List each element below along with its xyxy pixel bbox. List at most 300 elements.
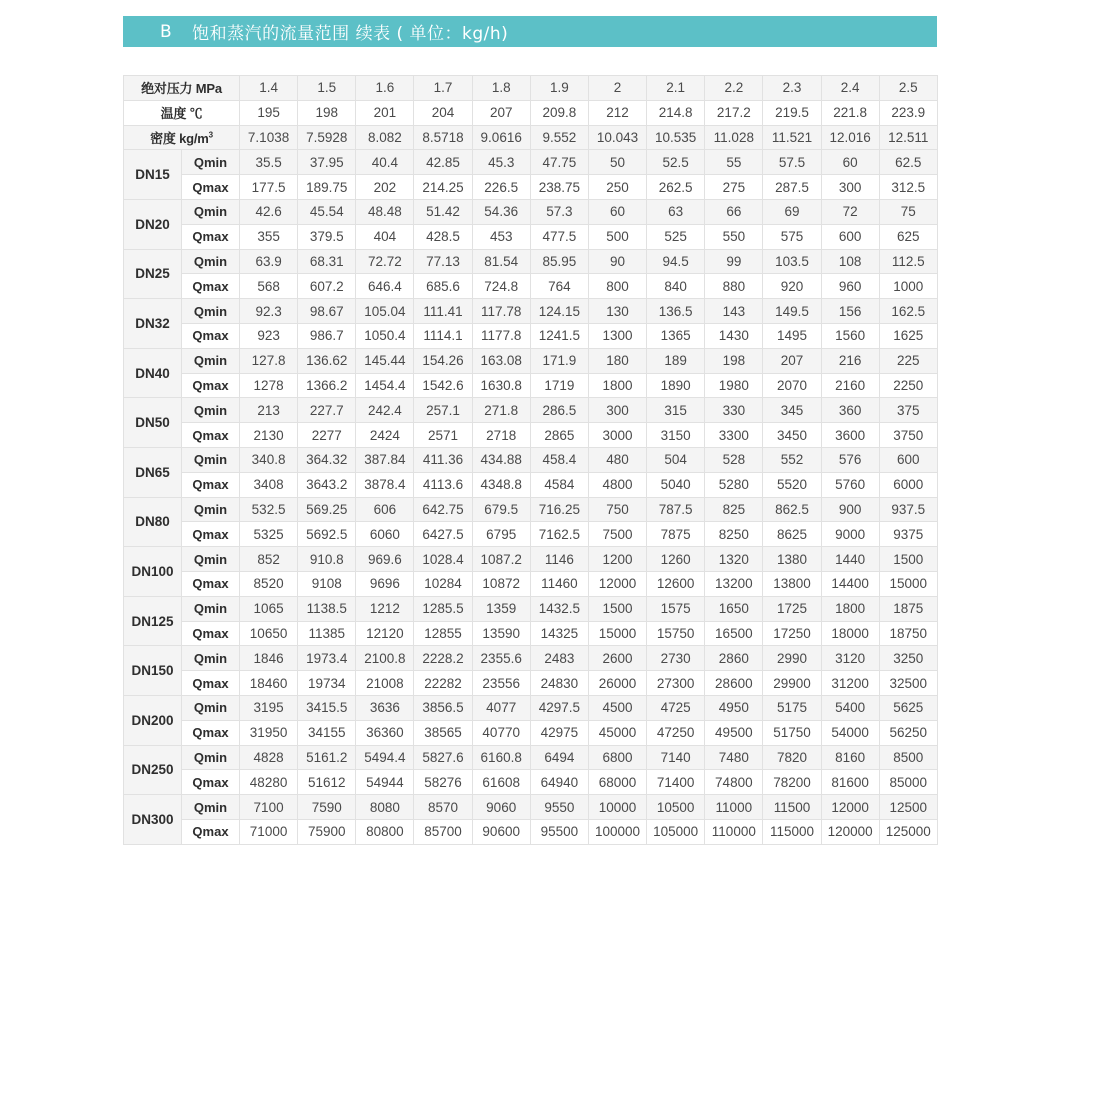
qmin-value: 411.36 [414,447,472,472]
qmax-value: 105000 [647,819,705,844]
pressure-value: 2.2 [705,76,763,101]
qmin-value: 163.08 [472,348,530,373]
qmin-value: 7480 [705,745,763,770]
qmax-label: Qmax [182,819,240,844]
qmax-value: 29900 [763,671,821,696]
qmin-value: 57.5 [763,150,821,175]
qmax-label: Qmax [182,323,240,348]
qmax-value: 5760 [821,472,879,497]
qmax-value: 800 [588,274,646,299]
qmax-value: 724.8 [472,274,530,299]
qmin-value: 3415.5 [298,695,356,720]
qmax-value: 9696 [356,571,414,596]
table-row [124,373,938,398]
temperature-value: 212 [588,100,646,125]
temperature-label: 温度 ℃ [124,100,240,125]
flow-range-table [123,75,938,845]
qmin-value: 7590 [298,795,356,820]
qmax-value: 960 [821,274,879,299]
qmax-value: 3750 [879,423,937,448]
qmin-value: 330 [705,398,763,423]
qmin-value: 862.5 [763,497,821,522]
qmin-value: 143 [705,299,763,324]
qmin-value: 111.41 [414,299,472,324]
qmin-value: 434.88 [472,447,530,472]
qmax-value: 7875 [647,522,705,547]
qmin-value: 198 [705,348,763,373]
qmin-value: 72.72 [356,249,414,274]
qmax-value: 6000 [879,472,937,497]
density-value: 12.511 [879,125,937,150]
qmax-value: 2424 [356,423,414,448]
qmax-label: Qmax [182,373,240,398]
pressure-row [124,76,938,101]
section-code: B [160,21,173,42]
qmax-value: 646.4 [356,274,414,299]
qmax-value: 5692.5 [298,522,356,547]
density-value: 8.082 [356,125,414,150]
qmax-value: 189.75 [298,175,356,200]
qmin-value: 8160 [821,745,879,770]
qmax-value: 1000 [879,274,937,299]
qmin-value: 69 [763,199,821,224]
qmin-value: 2100.8 [356,646,414,671]
qmax-value: 625 [879,224,937,249]
table-row [124,522,938,547]
table-row [124,224,938,249]
qmax-value: 986.7 [298,323,356,348]
qmax-value: 28600 [705,671,763,696]
qmax-value: 840 [647,274,705,299]
density-value: 11.521 [763,125,821,150]
qmin-value: 54.36 [472,199,530,224]
table-row [124,621,938,646]
qmin-value: 1138.5 [298,596,356,621]
table-row [124,671,938,696]
qmax-value: 14400 [821,571,879,596]
qmin-value: 171.9 [530,348,588,373]
qmin-value: 286.5 [530,398,588,423]
qmin-value: 3250 [879,646,937,671]
density-label-superscript: 3 [208,130,213,140]
qmin-value: 1087.2 [472,547,530,572]
qmax-value: 6060 [356,522,414,547]
qmax-value: 32500 [879,671,937,696]
qmin-value: 189 [647,348,705,373]
qmax-value: 81600 [821,770,879,795]
qmax-value: 880 [705,274,763,299]
qmin-value: 257.1 [414,398,472,423]
table-row [124,299,938,324]
qmax-value: 477.5 [530,224,588,249]
qmin-value: 42.85 [414,150,472,175]
qmin-value: 576 [821,447,879,472]
qmax-label: Qmax [182,522,240,547]
qmax-value: 58276 [414,770,472,795]
temperature-value: 201 [356,100,414,125]
qmax-value: 51750 [763,720,821,745]
pressure-value: 2.5 [879,76,937,101]
qmax-value: 27300 [647,671,705,696]
qmin-value: 375 [879,398,937,423]
qmax-value: 31200 [821,671,879,696]
qmin-value: 345 [763,398,821,423]
qmin-value: 57.3 [530,199,588,224]
qmin-value: 600 [879,447,937,472]
dn-size-label: DN200 [124,695,182,745]
qmax-value: 3000 [588,423,646,448]
qmax-value: 15000 [879,571,937,596]
pressure-value: 2.1 [647,76,705,101]
qmax-value: 312.5 [879,175,937,200]
qmin-value: 1500 [588,596,646,621]
temperature-value: 219.5 [763,100,821,125]
qmax-value: 1495 [763,323,821,348]
qmin-value: 11000 [705,795,763,820]
qmin-value: 1380 [763,547,821,572]
pressure-label: 绝对压力 MPa [124,76,240,101]
qmax-value: 47250 [647,720,705,745]
qmin-value: 1028.4 [414,547,472,572]
qmin-label: Qmin [182,745,240,770]
qmax-value: 10872 [472,571,530,596]
qmax-value: 3600 [821,423,879,448]
qmax-value: 202 [356,175,414,200]
qmin-value: 750 [588,497,646,522]
dn-size-label: DN80 [124,497,182,547]
qmin-value: 1846 [240,646,298,671]
qmax-value: 18000 [821,621,879,646]
density-value: 9.0616 [472,125,530,150]
qmax-value: 19734 [298,671,356,696]
qmin-value: 136.62 [298,348,356,373]
qmin-value: 68.31 [298,249,356,274]
qmax-value: 3878.4 [356,472,414,497]
qmin-value: 47.75 [530,150,588,175]
temperature-value: 204 [414,100,472,125]
qmin-value: 45.54 [298,199,356,224]
table-row [124,547,938,572]
qmax-value: 3408 [240,472,298,497]
qmin-value: 504 [647,447,705,472]
table-row [124,274,938,299]
qmax-value: 1630.8 [472,373,530,398]
qmin-value: 92.3 [240,299,298,324]
temperature-value: 221.8 [821,100,879,125]
qmin-value: 1285.5 [414,596,472,621]
table-row [124,695,938,720]
pressure-value: 1.8 [472,76,530,101]
dn-size-label: DN65 [124,447,182,497]
qmin-value: 85.95 [530,249,588,274]
qmax-value: 22282 [414,671,472,696]
qmax-value: 13200 [705,571,763,596]
qmin-label: Qmin [182,299,240,324]
qmax-value: 7162.5 [530,522,588,547]
qmin-value: 130 [588,299,646,324]
qmin-value: 458.4 [530,447,588,472]
qmax-value: 9375 [879,522,937,547]
table-row [124,150,938,175]
qmax-value: 80800 [356,819,414,844]
qmax-value: 568 [240,274,298,299]
qmin-value: 1260 [647,547,705,572]
qmax-value: 54944 [356,770,414,795]
qmin-value: 112.5 [879,249,937,274]
qmax-value: 575 [763,224,821,249]
flow-range-table-container [123,75,937,845]
qmax-value: 2865 [530,423,588,448]
qmin-value: 1575 [647,596,705,621]
qmax-value: 56250 [879,720,937,745]
table-row [124,745,938,770]
table-row [124,795,938,820]
qmin-value: 825 [705,497,763,522]
qmin-label: Qmin [182,795,240,820]
qmin-value: 4725 [647,695,705,720]
qmin-value: 9550 [530,795,588,820]
temperature-value: 214.8 [647,100,705,125]
qmax-value: 21008 [356,671,414,696]
qmin-value: 716.25 [530,497,588,522]
qmax-value: 110000 [705,819,763,844]
qmin-value: 1500 [879,547,937,572]
qmax-label: Qmax [182,175,240,200]
qmin-value: 387.84 [356,447,414,472]
qmin-value: 11500 [763,795,821,820]
qmax-value: 685.6 [414,274,472,299]
qmax-value: 71400 [647,770,705,795]
qmin-value: 340.8 [240,447,298,472]
qmin-value: 108 [821,249,879,274]
qmin-value: 62.5 [879,150,937,175]
qmin-value: 48.48 [356,199,414,224]
qmin-value: 5827.6 [414,745,472,770]
pressure-value: 1.9 [530,76,588,101]
qmax-value: 100000 [588,819,646,844]
qmax-value: 26000 [588,671,646,696]
table-row [124,398,938,423]
qmin-value: 1212 [356,596,414,621]
qmin-value: 1320 [705,547,763,572]
pressure-value: 1.5 [298,76,356,101]
qmin-value: 364.32 [298,447,356,472]
qmin-value: 2600 [588,646,646,671]
qmax-value: 11460 [530,571,588,596]
qmax-value: 2718 [472,423,530,448]
temperature-value: 198 [298,100,356,125]
qmax-value: 4348.8 [472,472,530,497]
qmax-value: 6795 [472,522,530,547]
qmax-value: 42975 [530,720,588,745]
dn-size-label: DN40 [124,348,182,398]
density-value: 10.535 [647,125,705,150]
density-value: 8.5718 [414,125,472,150]
qmax-label: Qmax [182,770,240,795]
qmin-value: 8500 [879,745,937,770]
table-row [124,770,938,795]
qmin-value: 5400 [821,695,879,720]
qmin-value: 900 [821,497,879,522]
density-label [124,125,240,150]
qmin-value: 225 [879,348,937,373]
table-row [124,249,938,274]
flow-range-table-body [124,76,938,845]
qmax-value: 550 [705,224,763,249]
qmax-value: 428.5 [414,224,472,249]
qmin-value: 127.8 [240,348,298,373]
qmax-value: 238.75 [530,175,588,200]
dn-size-label: DN250 [124,745,182,795]
qmax-value: 18460 [240,671,298,696]
qmin-value: 1875 [879,596,937,621]
qmin-value: 227.7 [298,398,356,423]
qmin-value: 606 [356,497,414,522]
qmax-value: 8250 [705,522,763,547]
qmax-value: 920 [763,274,821,299]
qmax-label: Qmax [182,423,240,448]
qmin-value: 532.5 [240,497,298,522]
density-value: 7.5928 [298,125,356,150]
qmax-value: 95500 [530,819,588,844]
section-header-bar [123,16,937,47]
qmin-value: 910.8 [298,547,356,572]
temperature-value: 195 [240,100,298,125]
qmax-value: 48280 [240,770,298,795]
density-value: 9.552 [530,125,588,150]
qmax-value: 49500 [705,720,763,745]
qmax-value: 9108 [298,571,356,596]
qmax-value: 78200 [763,770,821,795]
dn-size-label: DN125 [124,596,182,646]
qmin-value: 1800 [821,596,879,621]
qmax-value: 40770 [472,720,530,745]
qmin-value: 1146 [530,547,588,572]
qmin-value: 77.13 [414,249,472,274]
qmin-value: 1200 [588,547,646,572]
qmin-label: Qmin [182,398,240,423]
table-row [124,199,938,224]
pressure-value: 2.4 [821,76,879,101]
qmax-value: 1278 [240,373,298,398]
table-row [124,472,938,497]
qmax-label: Qmax [182,571,240,596]
qmin-value: 149.5 [763,299,821,324]
qmin-value: 1650 [705,596,763,621]
qmin-value: 103.5 [763,249,821,274]
qmin-value: 1359 [472,596,530,621]
qmax-value: 2130 [240,423,298,448]
qmax-value: 12600 [647,571,705,596]
qmax-value: 31950 [240,720,298,745]
qmin-value: 8080 [356,795,414,820]
qmax-value: 355 [240,224,298,249]
qmax-value: 2571 [414,423,472,448]
table-row [124,571,938,596]
qmax-value: 23556 [472,671,530,696]
qmin-value: 124.15 [530,299,588,324]
qmin-value: 10500 [647,795,705,820]
qmin-value: 6160.8 [472,745,530,770]
qmin-value: 937.5 [879,497,937,522]
qmin-value: 213 [240,398,298,423]
qmin-value: 1725 [763,596,821,621]
qmin-label: Qmin [182,447,240,472]
qmin-value: 271.8 [472,398,530,423]
qmin-value: 5175 [763,695,821,720]
qmin-value: 242.4 [356,398,414,423]
qmax-value: 1241.5 [530,323,588,348]
qmax-value: 453 [472,224,530,249]
qmax-value: 11385 [298,621,356,646]
table-row [124,447,938,472]
qmin-value: 98.67 [298,299,356,324]
qmax-label: Qmax [182,224,240,249]
qmin-value: 3636 [356,695,414,720]
qmax-value: 9000 [821,522,879,547]
qmax-value: 74800 [705,770,763,795]
qmin-value: 12000 [821,795,879,820]
qmax-value: 2250 [879,373,937,398]
qmax-value: 4800 [588,472,646,497]
qmax-value: 15750 [647,621,705,646]
qmin-value: 51.42 [414,199,472,224]
qmin-value: 7820 [763,745,821,770]
qmax-value: 7500 [588,522,646,547]
qmax-value: 923 [240,323,298,348]
qmax-value: 85700 [414,819,472,844]
qmin-value: 6494 [530,745,588,770]
qmax-value: 51612 [298,770,356,795]
qmin-value: 35.5 [240,150,298,175]
qmax-value: 3643.2 [298,472,356,497]
qmin-value: 2355.6 [472,646,530,671]
qmax-value: 1542.6 [414,373,472,398]
pressure-value: 1.7 [414,76,472,101]
qmax-value: 18750 [879,621,937,646]
qmax-value: 1050.4 [356,323,414,348]
qmin-value: 55 [705,150,763,175]
qmax-value: 1366.2 [298,373,356,398]
qmax-label: Qmax [182,472,240,497]
qmax-value: 214.25 [414,175,472,200]
qmax-value: 226.5 [472,175,530,200]
qmin-value: 40.4 [356,150,414,175]
qmin-label: Qmin [182,199,240,224]
qmin-value: 3856.5 [414,695,472,720]
qmin-value: 45.3 [472,150,530,175]
qmin-value: 154.26 [414,348,472,373]
qmin-value: 75 [879,199,937,224]
qmax-value: 1454.4 [356,373,414,398]
table-row [124,596,938,621]
qmax-value: 525 [647,224,705,249]
qmax-value: 5040 [647,472,705,497]
table-row [124,720,938,745]
qmin-value: 60 [821,150,879,175]
qmax-value: 1560 [821,323,879,348]
qmin-value: 90 [588,249,646,274]
qmax-value: 177.5 [240,175,298,200]
density-row [124,125,938,150]
qmax-value: 3150 [647,423,705,448]
qmax-value: 275 [705,175,763,200]
table-row [124,323,938,348]
pressure-value: 2 [588,76,646,101]
table-row [124,646,938,671]
density-value: 12.016 [821,125,879,150]
qmax-value: 115000 [763,819,821,844]
